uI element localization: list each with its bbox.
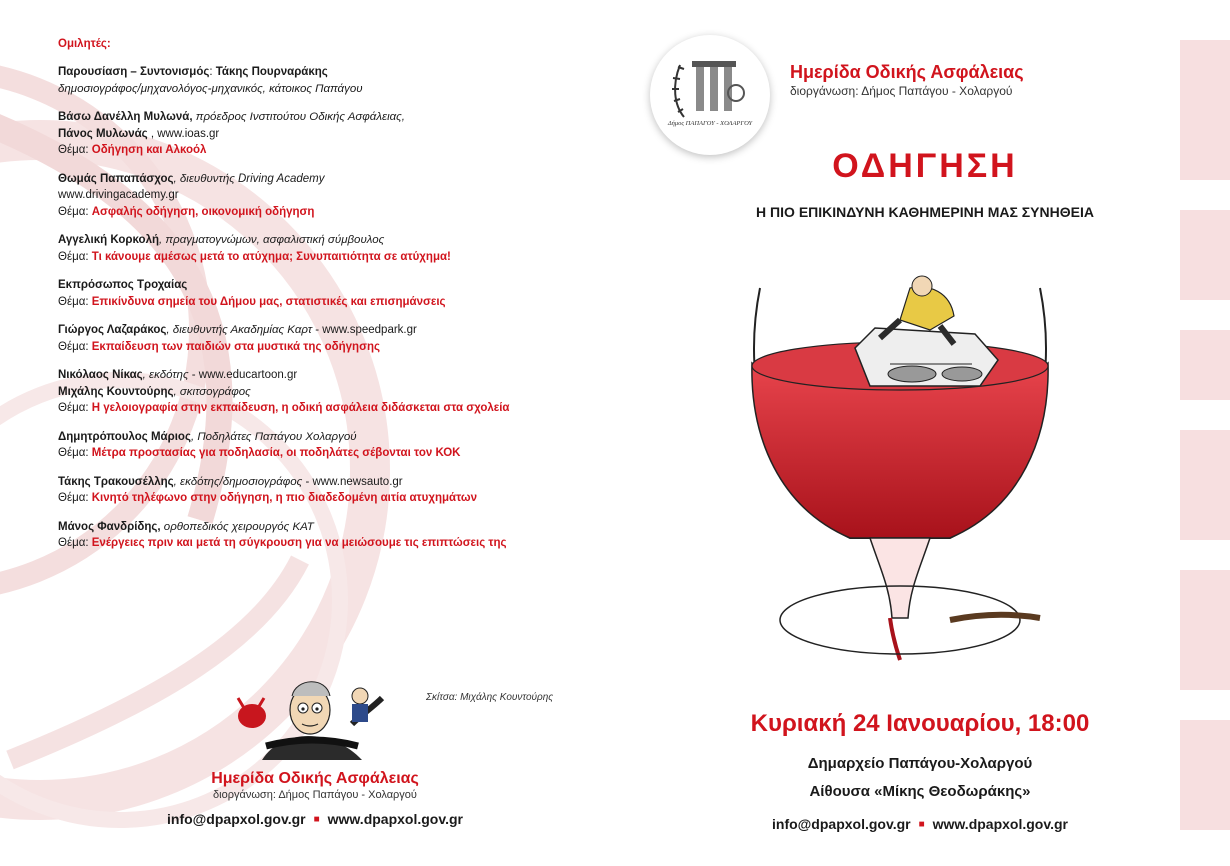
speaker-name: Τάκης Πουρναράκης (215, 66, 328, 78)
speaker-detail: , σκιτσογράφος (173, 385, 251, 398)
speaker-name: Μάνος Φανδρίδης, (58, 520, 161, 533)
speaker-detail: Θέμα: (58, 447, 92, 459)
venue (615, 750, 1225, 806)
speakers-title: Ομιλητές: (58, 38, 111, 50)
venue-line-2: Αίθουσα «Μίκης Θεοδωράκης» (809, 783, 1031, 800)
left-event-title: Ημερίδα Οδικής Ασφάλειας (211, 770, 419, 787)
speaker-detail: Θέμα: (58, 537, 92, 549)
speaker-detail: πρόεδρος Ινστιτούτου Οδικής Ασφάλειας, (192, 111, 405, 123)
speaker-line (58, 171, 558, 188)
speaker-entry (58, 64, 558, 97)
speakers-list (58, 64, 558, 552)
right-contacts (615, 816, 1225, 832)
left-footer (120, 770, 510, 827)
right-organizer: διοργάνωση: Δήμος Παπάγου - Χολαργού (790, 84, 1013, 98)
speaker-name: Μιχάλης Κουντούρης (58, 385, 174, 398)
speaker-entry (58, 322, 558, 355)
speaker-line (58, 277, 558, 294)
speaker-detail: Θέμα: (58, 205, 92, 218)
speaker-line (58, 142, 558, 159)
speaker-topic: Τι κάνουμε αμέσως μετά το ατύχημα; Συνυπαιτιότητα σε ατύχημα! (91, 250, 451, 263)
speaker-detail: , πραγματογνώμων, ασφαλιστική σύμβουλος (159, 234, 385, 246)
speaker-detail: , εκδότης/δημοσιογράφος (173, 475, 303, 488)
left-contacts (120, 811, 510, 827)
speaker-entry (58, 171, 558, 221)
speaker-line (58, 204, 558, 221)
speaker-name: Γιώργος Λαζαράκος (58, 324, 167, 336)
speaker-topic: Μέτρα προστασίας για ποδηλασία, οι ποδηλάτες σέβονται τον ΚΟΚ (91, 447, 461, 459)
speaker-detail: Θέμα: (58, 250, 92, 263)
speaker-detail: - www.newsauto.gr (302, 475, 403, 488)
right-website-link[interactable]: www.dpapxol.gov.gr (932, 816, 1068, 832)
speaker-detail: , εκδότης (142, 369, 189, 381)
speaker-detail: , Ποδηλάτες Παπάγου Χολαργού (190, 430, 357, 443)
speaker-topic: Η γελοιογραφία στην εκπαίδευση, η οδική ασφάλεια διδάσκεται στα σχολεία (91, 402, 510, 414)
speaker-detail: Θέμα: (58, 340, 92, 353)
speaker-entry (58, 519, 558, 552)
speaker-line (58, 490, 558, 507)
speaker-line (58, 535, 558, 552)
separator-square-icon: ■ (918, 819, 925, 830)
speaker-topic: Ασφαλής οδήγηση, οικονομική οδήγηση (91, 205, 315, 218)
speaker-name: Πάνος Μυλωνάς (58, 127, 148, 140)
speaker-name: Τάκης Τρακουσέλλης (58, 475, 174, 488)
right-header (790, 62, 1024, 98)
speaker-line (58, 400, 558, 417)
speaker-topic: Οδήγηση και Αλκοόλ (91, 144, 207, 156)
speaker-detail: Θέμα: (58, 295, 92, 308)
speaker-line (58, 339, 558, 356)
speaker-line (58, 232, 558, 249)
speaker-line (58, 81, 558, 98)
main-title: ΟΔΗΓΗΣΗ (832, 147, 1018, 185)
separator-square-icon: ■ (313, 814, 320, 825)
left-website-link[interactable]: www.dpapxol.gov.gr (327, 811, 463, 827)
speaker-detail: Θέμα: (58, 402, 92, 414)
speaker-name: Εκπρόσωπος Τροχαίας (58, 279, 188, 291)
event-date: Κυριακή 24 Ιανουαρίου, 18:00 (750, 710, 1090, 737)
speaker-line (58, 474, 558, 491)
speaker-detail: ορθοπεδικός χειρουργός ΚΑΤ (160, 520, 314, 533)
speaker-line (58, 187, 558, 204)
speaker-line (58, 64, 558, 81)
speaker-detail: , διευθυντής Ακαδημίας Καρτ (166, 324, 313, 336)
speaker-line (58, 445, 558, 462)
speaker-name: Παρουσίαση – Συντονισμός (58, 66, 210, 78)
right-event-title: Ημερίδα Οδικής Ασφάλειας (790, 62, 1024, 82)
speaker-entry (58, 367, 558, 417)
speaker-line (58, 384, 558, 401)
speaker-detail: - www.speedpark.gr (312, 324, 417, 336)
speaker-topic: Ενέργειες πριν και μετά τη σύγκρουση για να μειώσουμε τις επιπτώσεις της (91, 537, 507, 549)
speaker-entry (58, 232, 558, 265)
speaker-name: Δημητρόπουλος Μάριος (58, 430, 191, 443)
speaker-detail: - www.educartoon.gr (188, 369, 298, 381)
speaker-name: Βάσω Δανέλλη Μυλωνά, (58, 111, 193, 123)
speaker-entry (58, 474, 558, 507)
speakers-section (58, 38, 558, 564)
speaker-name: Θωμάς Παπαπάσχος (58, 172, 174, 185)
speaker-line (58, 294, 558, 311)
speaker-line (58, 126, 558, 143)
speaker-detail: Θέμα: (58, 492, 92, 504)
speaker-line (58, 109, 558, 126)
speaker-detail: , www.ioas.gr (147, 127, 220, 140)
logo-text: Δήμος ΠΑΠΑΓΟΥ - ΧΟΛΑΡΓΟΥ (667, 120, 753, 127)
speaker-detail: Θέμα: (58, 144, 92, 156)
speaker-entry (58, 429, 558, 462)
speaker-name: Αγγελική Κορκολή (58, 234, 160, 246)
speaker-entry (58, 277, 558, 310)
speaker-entry (58, 109, 558, 159)
municipality-logo (650, 35, 770, 155)
left-organizer: διοργάνωση: Δήμος Παπάγου - Χολαργού (213, 789, 417, 801)
speaker-line (58, 322, 558, 339)
speaker-name: Νικόλαος Νίκας (58, 369, 143, 381)
right-email-link[interactable]: info@dpapxol.gov.gr (772, 816, 911, 832)
wine-glass-car-illustration (740, 268, 1060, 668)
speaker-topic: Επικίνδυνα σημεία του Δήμου μας, στατιστικές και επισημάνσεις (91, 295, 446, 308)
speaker-detail: , διευθυντής Driving Academy (173, 172, 325, 185)
left-email-link[interactable]: info@dpapxol.gov.gr (167, 811, 306, 827)
speaker-line (58, 249, 558, 266)
venue-line-1: Δημαρχείο Παπάγου-Χολαργού (807, 755, 1033, 772)
speaker-detail: δημοσιογράφος/μηχανολόγος-μηχανικός, κάτοικος Παπάγου (58, 82, 363, 95)
speaker-topic: Εκπαίδευση των παιδιών στα μυστικά της οδήγησης (91, 340, 380, 353)
speaker-line (58, 429, 558, 446)
driver-cartoon-illustration (222, 668, 386, 764)
municipality-logo-icon (650, 35, 770, 155)
speaker-line (58, 367, 558, 384)
speaker-topic: Κινητό τηλέφωνο στην οδήγηση, η πιο διαδεδομένη αιτία ατυχημάτων (91, 492, 478, 504)
sketch-credit: Σκίτσα: Μιχάλης Κουντούρης (426, 692, 554, 703)
speaker-line (58, 519, 558, 536)
subtitle: Η ΠΙΟ ΕΠΙΚΙΝΔΥΝΗ ΚΑΘΗΜΕΡΙΝΗ ΜΑΣ ΣΥΝΗΘΕΙΑ (756, 204, 1094, 220)
speaker-detail: : (209, 66, 216, 78)
speaker-detail: www.drivingacademy.gr (58, 189, 179, 201)
